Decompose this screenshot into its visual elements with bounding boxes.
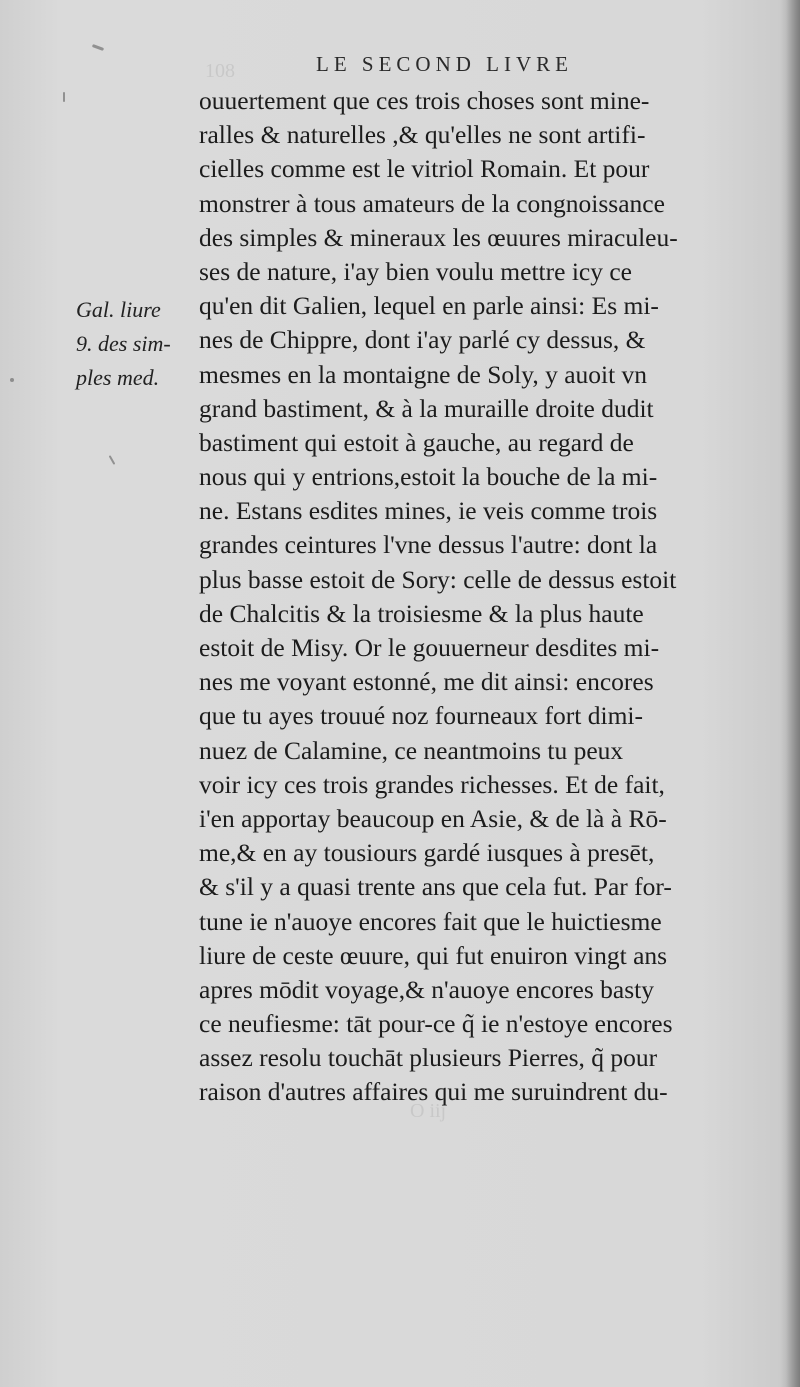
- text-line: grandes ceintures l'vne dessus l'autre: dont la: [199, 530, 658, 560]
- bleed-through-mark: O iij: [410, 1100, 447, 1122]
- margin-note-line: ples med.: [76, 365, 160, 391]
- margin-note-line: Gal. liure: [76, 297, 161, 322]
- text-line: ralles & naturelles ,& qu'elles ne sont artifi-: [199, 120, 646, 150]
- text-line: nes de Chippre, dont i'ay parlé cy dessus, &: [199, 325, 646, 355]
- text-line: nous qui y entrions,estoit la bouche de la mi-: [199, 462, 658, 492]
- text-line: nes me voyant estonné, me dit ainsi: encores: [199, 667, 654, 697]
- text-line: tune ie n'auoye encores fait que le huictiesme: [199, 906, 662, 936]
- bleed-through-mark: 108: [205, 60, 235, 82]
- running-head: LE SECOND LIVRE: [316, 52, 573, 76]
- ink-mark: [109, 455, 116, 465]
- text-line: des simples & mineraux les œuures miraculeu-: [199, 222, 678, 252]
- text-line: me,& en ay tousiours gardé iusques à presēt,: [199, 838, 655, 868]
- margin-note: [76, 293, 171, 396]
- text-line: ne. Estans esdites mines, ie veis comme trois: [199, 496, 658, 526]
- text-line: cielles comme est le vitriol Romain. Et pour: [199, 154, 650, 184]
- body-text: [199, 84, 769, 1110]
- text-line: ouuertement que ces trois choses sont mine-: [199, 86, 650, 115]
- text-line: ce neufiesme: tāt pour-ce q̃ ie n'estoye encores: [199, 1009, 673, 1039]
- text-line: de Chalcitis & la troisiesme & la plus haute: [199, 598, 644, 628]
- ink-mark: [10, 378, 14, 382]
- text-line: ses de nature, i'ay bien voulu mettre icy ce: [199, 256, 632, 286]
- text-line: nuez de Calamine, ce neantmoins tu peux: [199, 735, 624, 765]
- text-line: bastiment qui estoit à gauche, au regard de: [199, 427, 634, 457]
- margin-note-line: 9. des sim-: [76, 331, 171, 357]
- text-line: estoit de Misy. Or le gouuerneur desdites mi-: [199, 633, 660, 662]
- text-line: assez resolu touchāt plusieurs Pierres, q̃ pour: [199, 1043, 658, 1073]
- text-line: mesmes en la montaigne de Soly, y auoit vn: [199, 359, 648, 389]
- text-line: raison d'autres affaires qui me suruindrent du-: [199, 1077, 668, 1107]
- page-gutter-shadow: [786, 0, 800, 1387]
- text-line: plus basse estoit de Sory: celle de dessus estoit: [199, 564, 677, 594]
- text-line: monstrer à tous amateurs de la congnoissance: [199, 188, 665, 218]
- text-line: i'en apportay beaucoup en Asie, & de là à Rō-: [199, 803, 667, 833]
- text-line: apres mōdit voyage,& n'auoye encores basty: [199, 974, 654, 1004]
- text-line: & s'il y a quasi trente ans que cela fut. Par for-: [199, 872, 672, 902]
- text-line: que tu ayes trouué noz fourneaux fort dimi-: [199, 701, 643, 731]
- text-line: qu'en dit Galien, lequel en parle ainsi: Es mi-: [199, 291, 659, 321]
- text-line: grand bastiment, & à la muraille droite dudit: [199, 393, 654, 423]
- ink-mark: [63, 92, 65, 102]
- text-line: liure de ceste œuure, qui fut enuiron vingt ans: [199, 940, 668, 970]
- text-line: voir icy ces trois grandes richesses. Et de fait,: [199, 769, 665, 799]
- ink-mark: [92, 44, 104, 51]
